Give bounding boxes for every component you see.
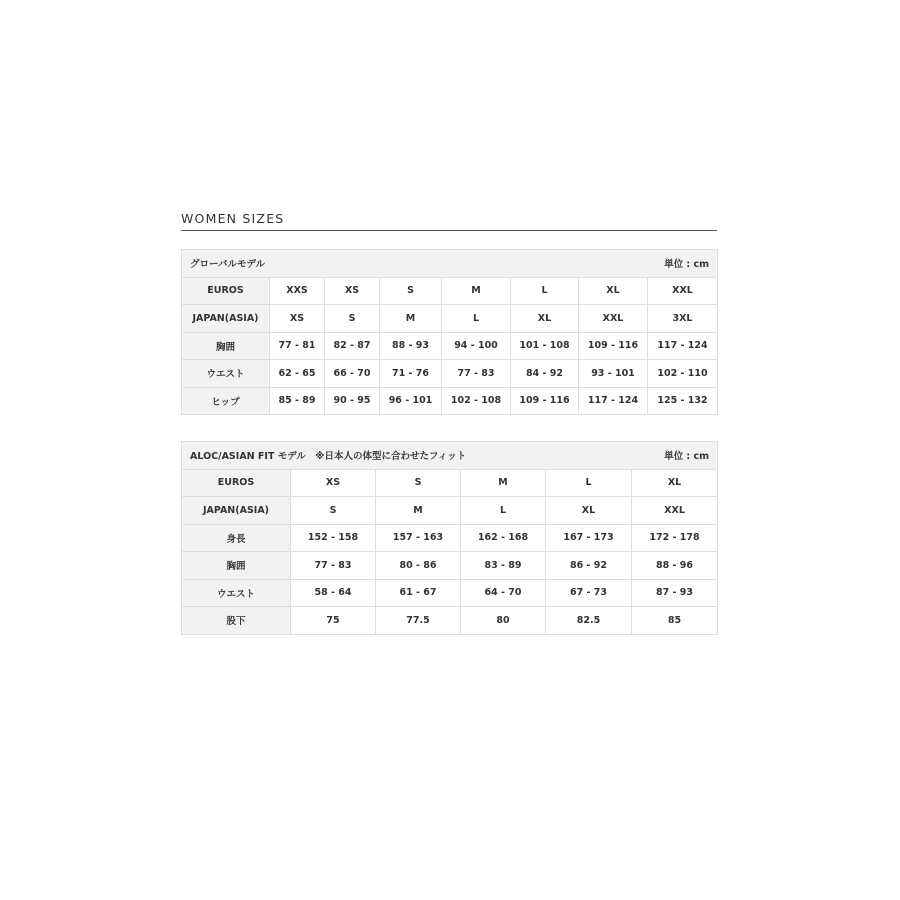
table-cell: 152 - 158 xyxy=(291,524,376,552)
table-cell: 75 xyxy=(291,607,376,635)
table-cell: 58 - 64 xyxy=(291,579,376,607)
table-cell: 109 - 116 xyxy=(511,387,579,415)
table-cell: 84 - 92 xyxy=(511,360,579,388)
table-cell: 86 - 92 xyxy=(546,552,632,580)
row-label: EUROS xyxy=(182,277,270,305)
table-cell: 157 - 163 xyxy=(376,524,461,552)
table-cell: 71 - 76 xyxy=(380,360,442,388)
row-label: 股下 xyxy=(182,607,291,635)
row-label: ウエスト xyxy=(182,360,270,388)
table-cell: L xyxy=(511,277,579,305)
table-cell: 85 xyxy=(632,607,718,635)
table-cell: 82 - 87 xyxy=(325,332,380,360)
table-cell: 109 - 116 xyxy=(579,332,648,360)
table-cell: M xyxy=(442,277,511,305)
table-cell: XL xyxy=(546,497,632,525)
row-label: 身長 xyxy=(182,524,291,552)
table-row xyxy=(182,607,718,635)
table-cell: 77 - 83 xyxy=(442,360,511,388)
table-cell: 96 - 101 xyxy=(380,387,442,415)
table-cell: 77 - 83 xyxy=(291,552,376,580)
global-size-table xyxy=(181,249,718,415)
table-cell: 93 - 101 xyxy=(579,360,648,388)
row-label: 胸囲 xyxy=(182,552,291,580)
table-row xyxy=(182,305,718,333)
table-cell: 85 - 89 xyxy=(270,387,325,415)
table-cell: 67 - 73 xyxy=(546,579,632,607)
table-cell: M xyxy=(376,497,461,525)
table-cell: 77.5 xyxy=(376,607,461,635)
section-heading: WOMEN SIZES xyxy=(181,211,717,231)
table-cell: XL xyxy=(511,305,579,333)
row-label: JAPAN(ASIA) xyxy=(182,305,270,333)
table-cell: 172 - 178 xyxy=(632,524,718,552)
table-row xyxy=(182,332,718,360)
table-cell: 167 - 173 xyxy=(546,524,632,552)
table-cell: L xyxy=(546,469,632,497)
table-cell: 125 - 132 xyxy=(648,387,718,415)
table-cell: S xyxy=(380,277,442,305)
unit-label: 単位 : cm xyxy=(664,451,710,463)
table-cell: 64 - 70 xyxy=(461,579,546,607)
row-label: ヒップ xyxy=(182,387,270,415)
table-row xyxy=(182,277,718,305)
asian-fit-size-table xyxy=(181,441,718,635)
table-cell: 80 xyxy=(461,607,546,635)
table-cell: 88 - 96 xyxy=(632,552,718,580)
table-cell: 102 - 110 xyxy=(648,360,718,388)
table-cell: 82.5 xyxy=(546,607,632,635)
table-cell: 80 - 86 xyxy=(376,552,461,580)
table-cell: 102 - 108 xyxy=(442,387,511,415)
table-cell: 94 - 100 xyxy=(442,332,511,360)
table-caption: ALOC/ASIAN FIT モデル ※日本人の体型に合わせたフィット xyxy=(190,451,467,463)
table-cell: 88 - 93 xyxy=(380,332,442,360)
table-cell: 101 - 108 xyxy=(511,332,579,360)
table-cell: XXL xyxy=(632,497,718,525)
table-row xyxy=(182,552,718,580)
table-cell: S xyxy=(325,305,380,333)
table-cell: 117 - 124 xyxy=(579,387,648,415)
table-cell: M xyxy=(461,469,546,497)
row-label: JAPAN(ASIA) xyxy=(182,497,291,525)
table-cell: 83 - 89 xyxy=(461,552,546,580)
table-cell: S xyxy=(376,469,461,497)
table-cell: L xyxy=(442,305,511,333)
table-caption-row xyxy=(182,250,718,278)
row-label: ウエスト xyxy=(182,579,291,607)
table-cell: 162 - 168 xyxy=(461,524,546,552)
table-cell: XS xyxy=(291,469,376,497)
table-cell: 62 - 65 xyxy=(270,360,325,388)
table-cell: 77 - 81 xyxy=(270,332,325,360)
table-cell: XXL xyxy=(579,305,648,333)
table-cell: L xyxy=(461,497,546,525)
table-cell: XXL xyxy=(648,277,718,305)
table-cell: XL xyxy=(632,469,718,497)
table-cell: 66 - 70 xyxy=(325,360,380,388)
table-cell: XXS xyxy=(270,277,325,305)
table-cell: XS xyxy=(325,277,380,305)
table-row xyxy=(182,579,718,607)
table-cell: 3XL xyxy=(648,305,718,333)
table-row xyxy=(182,469,718,497)
table-cell: M xyxy=(380,305,442,333)
table-cell: S xyxy=(291,497,376,525)
table-row xyxy=(182,387,718,415)
table-cell: 61 - 67 xyxy=(376,579,461,607)
table-cell: 90 - 95 xyxy=(325,387,380,415)
unit-label: 単位 : cm xyxy=(664,259,710,271)
table-row xyxy=(182,497,718,525)
table-cell: XS xyxy=(270,305,325,333)
table-cell: 117 - 124 xyxy=(648,332,718,360)
row-label: EUROS xyxy=(182,469,291,497)
row-label: 胸囲 xyxy=(182,332,270,360)
table-cell: 87 - 93 xyxy=(632,579,718,607)
table-caption-row xyxy=(182,442,718,470)
table-row xyxy=(182,360,718,388)
table-row xyxy=(182,524,718,552)
table-cell: XL xyxy=(579,277,648,305)
table-caption: グローバルモデル xyxy=(190,259,266,271)
